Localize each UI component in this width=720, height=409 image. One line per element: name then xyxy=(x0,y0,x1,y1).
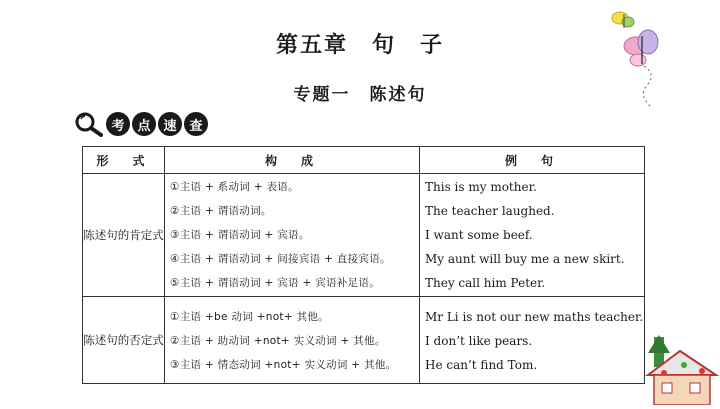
example-cell xyxy=(420,297,645,384)
example-line: I want some beef. xyxy=(425,228,533,242)
header-structure: 构 成 xyxy=(165,147,420,174)
example-line: He can’t find Tom. xyxy=(425,358,538,372)
form-cell: 陈述句的否定式 xyxy=(83,297,165,384)
chapter-title: 第五章 句 子 xyxy=(275,32,444,58)
form-cell: 陈述句的肯定式 xyxy=(83,174,165,297)
table-row xyxy=(83,297,645,384)
example-line: They call him Peter. xyxy=(425,276,546,290)
header-example: 例 句 xyxy=(420,147,645,174)
structure-line: ④主语 + 谓语动词 + 间接宾语 + 直接宾语。 xyxy=(170,253,391,265)
structure-cell xyxy=(165,297,420,384)
topic-title: 专题一 陈述句 xyxy=(293,85,427,105)
badge-char: 点 xyxy=(132,112,156,136)
structure-line: ③主语 + 情态动词 +not+ 实义动词 + 其他。 xyxy=(170,359,397,371)
structure-cell xyxy=(165,174,420,297)
butterfly-icon xyxy=(598,4,678,118)
table-header-row xyxy=(83,147,645,174)
structure-line: ②主语 + 谓语动词。 xyxy=(170,205,272,217)
table-row xyxy=(83,174,645,297)
magnifier-icon xyxy=(74,111,104,137)
key-points-badge xyxy=(74,111,208,137)
badge-char: 速 xyxy=(158,112,182,136)
structure-line: ①主语 +be 动词 +not+ 其他。 xyxy=(170,311,329,323)
structure-line: ③主语 + 谓语动词 + 宾语。 xyxy=(170,229,310,241)
example-line: Mr Li is not our new maths teacher. xyxy=(425,310,644,324)
structure-line: ②主语 + 助动词 +not+ 实义动词 + 其他。 xyxy=(170,335,386,347)
example-line: The teacher laughed. xyxy=(425,204,555,218)
house-icon xyxy=(640,335,720,409)
header-form: 形 式 xyxy=(83,147,165,174)
structure-line: ①主语 + 系动词 + 表语。 xyxy=(170,181,299,193)
grammar-table xyxy=(82,146,645,384)
badge-char: 考 xyxy=(106,112,130,136)
example-line: I don’t like pears. xyxy=(425,334,533,348)
example-line: This is my mother. xyxy=(425,180,537,194)
example-cell xyxy=(420,174,645,297)
structure-line: ⑤主语 + 谓语动词 + 宾语 + 宾语补足语。 xyxy=(170,277,381,289)
example-line: My aunt will buy me a new skirt. xyxy=(425,252,625,266)
badge-char: 查 xyxy=(184,112,208,136)
